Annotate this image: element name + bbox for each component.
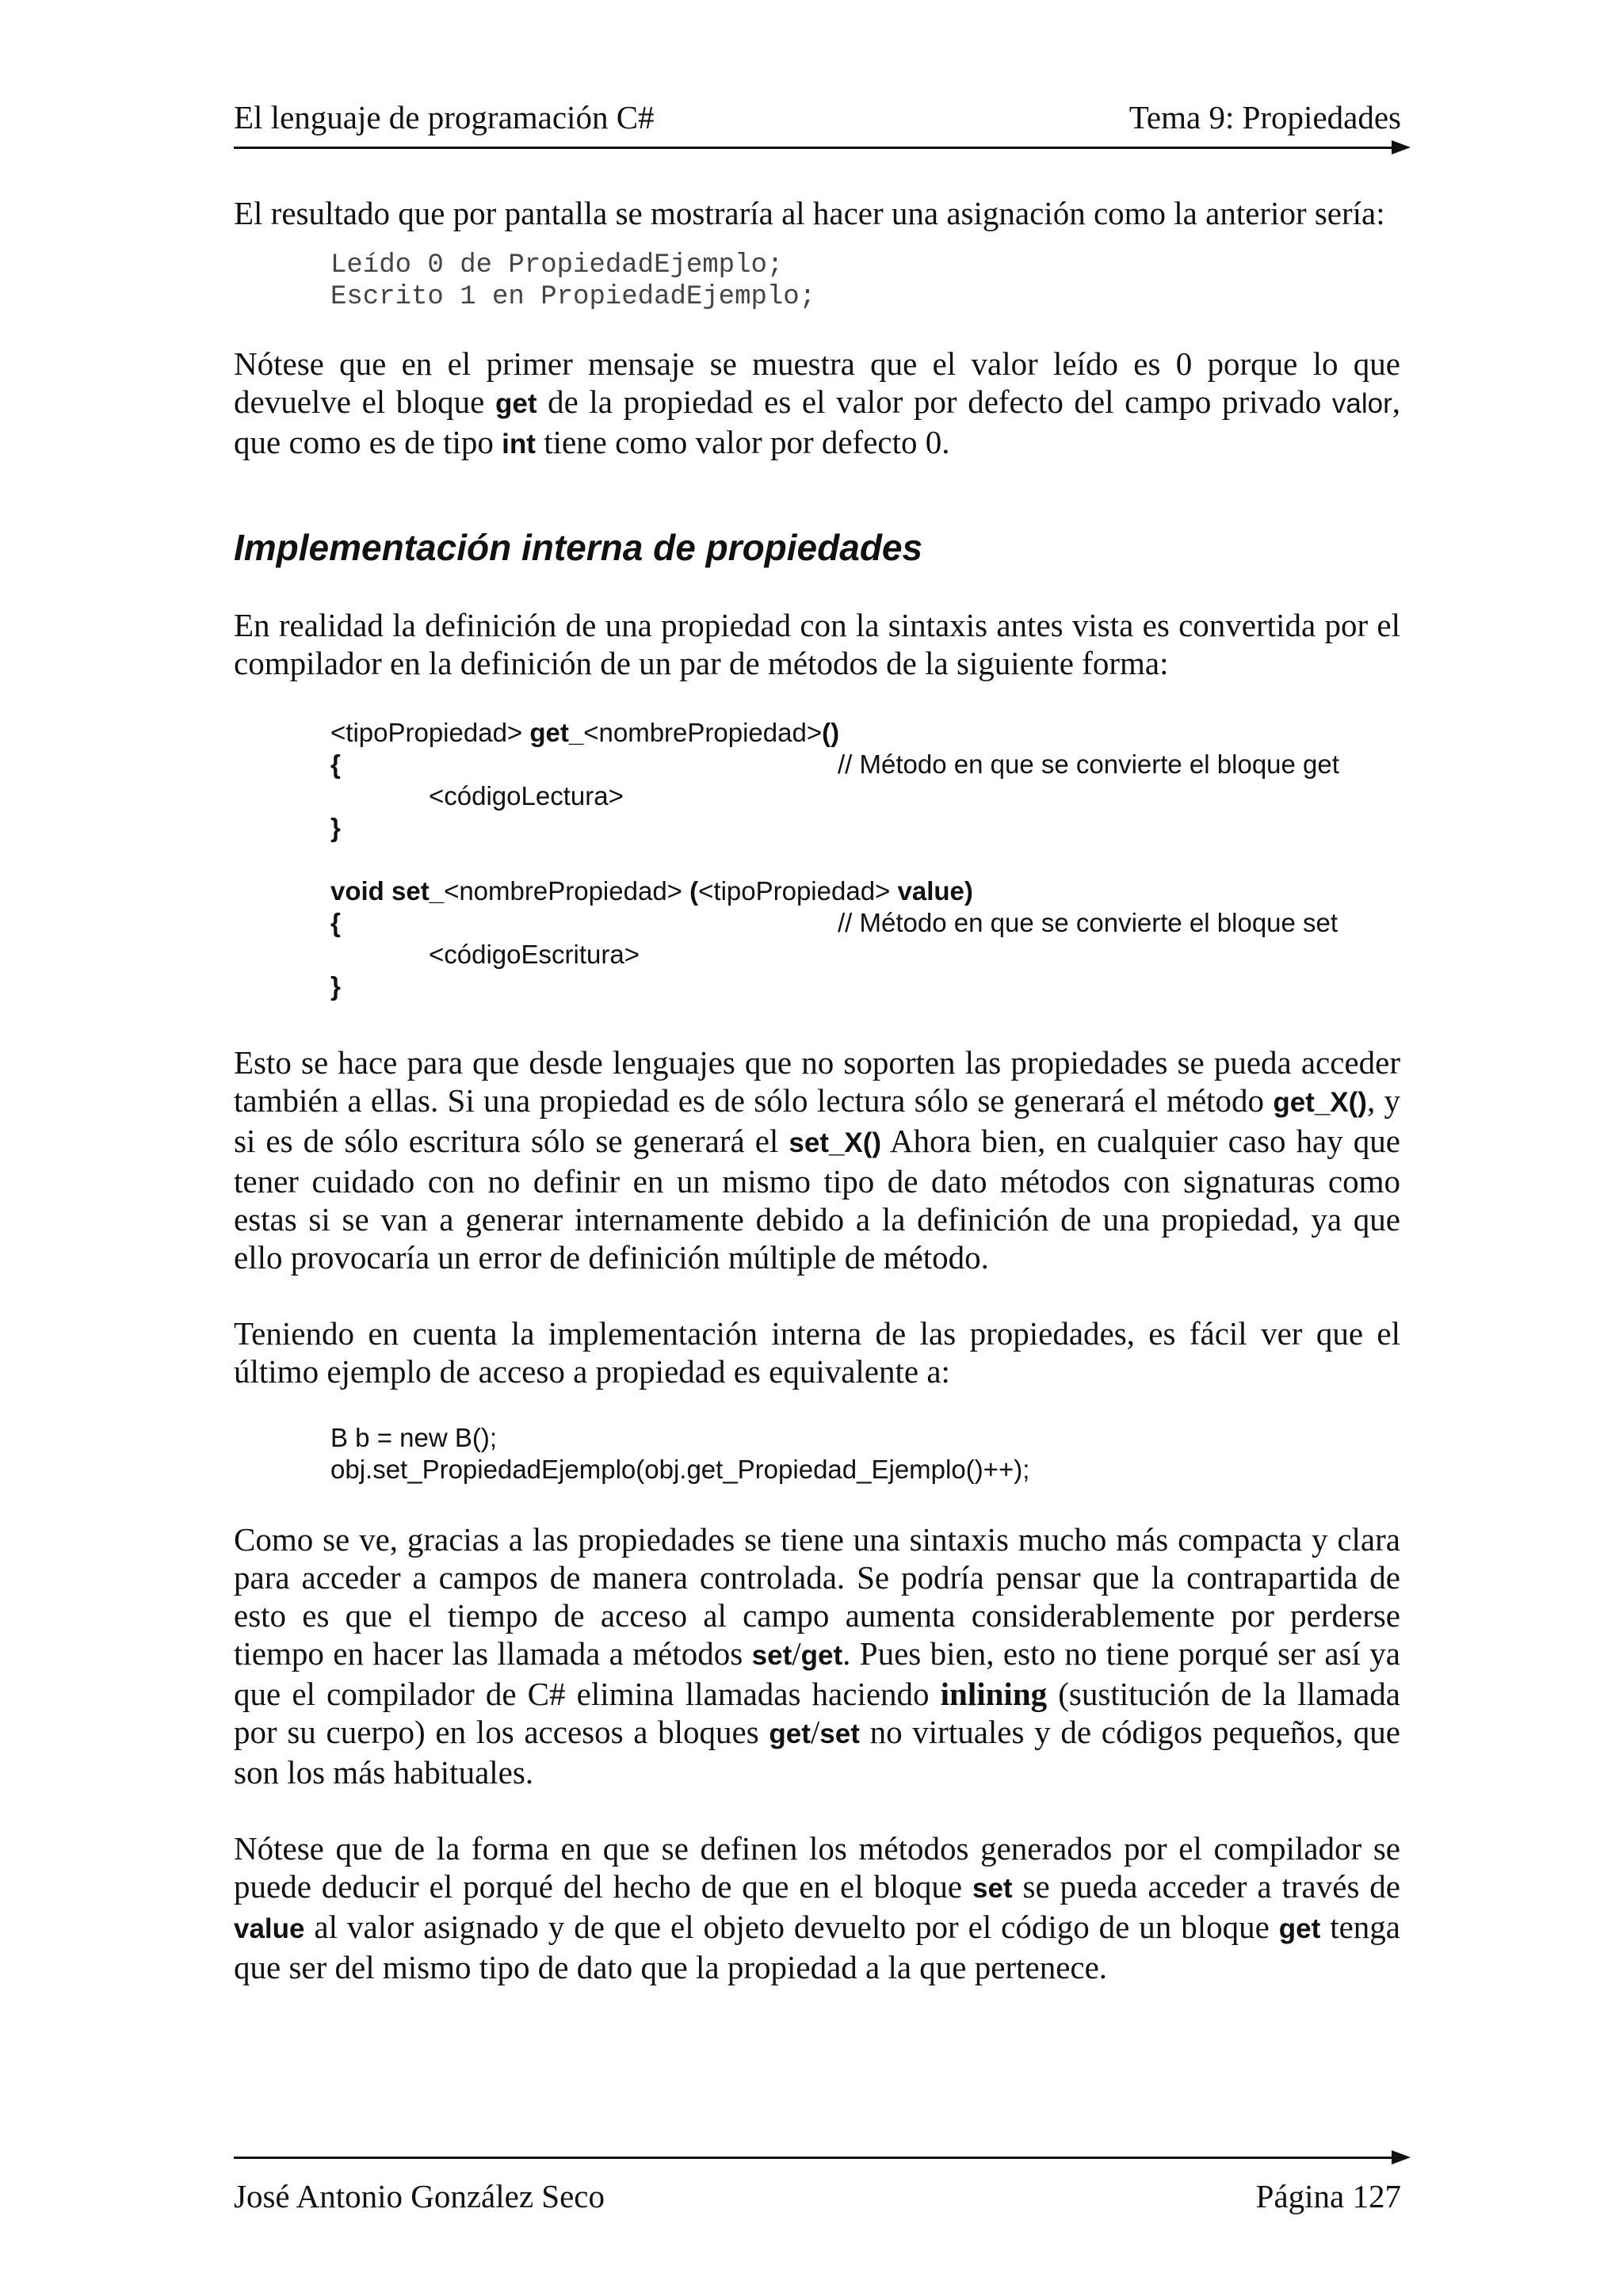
page-content xyxy=(234,194,1400,1986)
code-line: } xyxy=(330,971,341,1001)
footer-rule-arrow xyxy=(234,2157,1393,2159)
paragraph-note-default-value: Nótese que en el primer mensaje se muestra que el valor leído es 0 porque lo que devuelve el bloque get de la propiedad es el valor por defecto del campo privado valor, que como es de tipo int tiene como valor por defecto 0. xyxy=(234,345,1400,460)
keyword-int: int xyxy=(502,429,536,460)
code-line: <códigoEscritura> xyxy=(429,940,640,969)
paragraph-equivalence: Teniendo en cuenta la implementación interna de las propiedades, es fácil ver que el último ejemplo de acceso a propiedad es equivalente a: xyxy=(234,1315,1400,1390)
paragraph-inlining: Como se ve, gracias a las propiedades se tiene una sintaxis mucho más compacta y clara para acceder a campos de manera controlada. Se podría pensar que la contrapartida de esto es que el tiempo de acceso al campo aumenta considerablemente por perderse tiempo en hacer las llamada a métodos set/get. Pues bien, esto no tiene porqué ser así ya que el compilador de C# elimina llamadas haciendo inlining (sustitución de la llamada por su cuerpo) en los accesos a bloques get/set no virtuales y de códigos pequeños, que son los más habituales. xyxy=(234,1521,1400,1791)
keyword-valor: valor xyxy=(1331,388,1392,419)
code-line: B b = new B(); xyxy=(330,1423,498,1452)
output-line: Escrito 1 en PropiedadEjemplo; xyxy=(330,282,816,312)
code-comment: // Método en que se convierte el bloque get xyxy=(838,749,1339,779)
keyword-set-x: set_X() xyxy=(789,1127,882,1158)
paragraph-compatibility: Esto se hace para que desde lenguajes que no soporten las propiedades se pueda acceder también a ellas. Si una propiedad es de sólo lectura sólo se generará el método get_X(), y si es de sólo escritura sólo se generará el set_X() Ahora bien, en cualquier caso hay que tener cuidado con no definir en un mismo tipo de dato métodos con signaturas como estas si se van a generar internamente debido a la definición de una propiedad, ya que ello provocaría un error de definición múltiple de método. xyxy=(234,1044,1400,1276)
header-rule-arrow xyxy=(234,147,1393,149)
page-number: Página 127 xyxy=(1255,2178,1401,2214)
keyword-set: set xyxy=(819,1718,860,1749)
keyword-value: value xyxy=(234,1913,305,1944)
code-line: { // Método en que se convierte el bloque set xyxy=(330,908,1338,937)
keyword-get: get xyxy=(769,1718,811,1749)
code-line: obj.set_PropiedadEjemplo(obj.get_Propiedad_Ejemplo()++); xyxy=(330,1455,1030,1484)
keyword-inlining: inlining xyxy=(940,1676,1048,1712)
paragraph-internal-definition: En realidad la definición de una propiedad con la sintaxis antes vista es convertida por el compilador en la definición de un par de métodos de la siguiente forma: xyxy=(234,607,1400,681)
section-title: Implementación interna de propiedades xyxy=(234,527,923,568)
code-line: <códigoLectura> xyxy=(429,781,624,810)
code-block-methods xyxy=(234,717,1400,1002)
code-line: void set_<nombrePropiedad> (<tipoPropiedad> value) xyxy=(330,876,973,906)
output-example xyxy=(234,250,1400,313)
keyword-get: get xyxy=(495,388,537,419)
code-line: <tipoPropiedad> get_<nombrePropiedad>() xyxy=(330,718,840,747)
code-line: } xyxy=(330,813,341,842)
paragraph-value-access: Nótese que de la forma en que se definen los métodos generados por el compilador se puede deducir el porqué del hecho de que en el bloque set se pueda acceder a través de value al valor asignado y de que el objeto devuelto por el código de un bloque get tenga que ser del mismo tipo de dato que la propiedad a la que pertenece. xyxy=(234,1830,1401,1985)
keyword-get: get xyxy=(1278,1913,1321,1944)
output-line: Leído 0 de PropiedadEjemplo; xyxy=(330,250,784,280)
keyword-get-x: get_X() xyxy=(1273,1087,1367,1118)
header-chapter-title: Tema 9: Propiedades xyxy=(1128,99,1401,135)
code-line: { // Método en que se convierte el bloque get xyxy=(330,749,1339,779)
code-comment: // Método en que se convierte el bloque set xyxy=(838,908,1338,937)
code-block-example xyxy=(234,1422,1400,1486)
keyword-get: get xyxy=(800,1640,843,1671)
footer-author: José Antonio González Seco xyxy=(234,2178,605,2214)
paragraph-result-intro: El resultado que por pantalla se mostraría al hacer una asignación como la anterior sería: xyxy=(234,195,1385,231)
keyword-set: set xyxy=(751,1640,792,1671)
header-book-title: El lenguaje de programación C# xyxy=(234,99,655,135)
keyword-set: set xyxy=(972,1873,1013,1904)
